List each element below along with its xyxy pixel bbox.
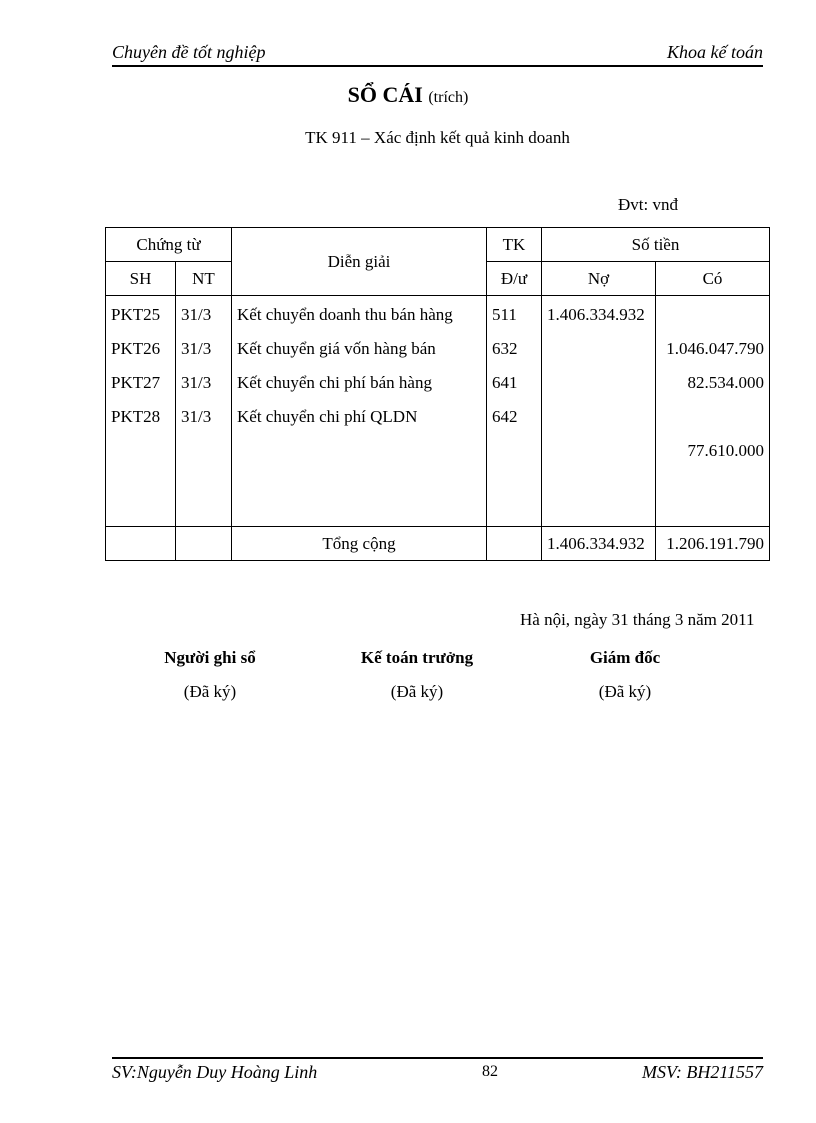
footer-rule <box>112 1057 763 1059</box>
signature-role: Giám đốc <box>589 648 661 667</box>
header-doi-ung: Đ/ư <box>487 262 542 296</box>
header-so-tien: Số tiền <box>542 228 770 262</box>
signature-recorder <box>110 648 310 702</box>
header-rule <box>112 65 763 67</box>
signature-role: Kế toán trưởng <box>360 648 474 667</box>
signature-director <box>525 648 725 702</box>
signature-status: (Đã ký) <box>183 682 237 701</box>
cell-no <box>542 434 656 468</box>
cell-co: 1.046.047.790 <box>656 332 770 366</box>
header-no: Nợ <box>542 262 656 296</box>
page-header <box>112 40 763 65</box>
header-co: Có <box>656 262 770 296</box>
cell-no <box>542 400 656 434</box>
table-row <box>106 434 770 468</box>
cell-tk: 511 <box>487 296 542 333</box>
cell-dien-giai: Kết chuyển giá vốn hàng bán <box>232 332 487 366</box>
header-right-text: Khoa kế toán <box>667 42 763 62</box>
cell-tk: 641 <box>487 366 542 400</box>
cell-sh: PKT28 <box>106 400 176 434</box>
header-dien-giai: Diễn giải <box>232 228 487 296</box>
footer-student-id: MSV: BH211557 <box>642 1062 763 1082</box>
signature-status: (Đã ký) <box>390 682 444 701</box>
footer-student: SV:Nguyễn Duy Hoàng Linh <box>112 1062 318 1082</box>
cell-co: 77.610.000 <box>656 434 770 468</box>
cell-sh: PKT25 <box>106 296 176 333</box>
page-title <box>0 82 816 108</box>
title-main: SỔ CÁI <box>347 82 423 107</box>
cell-no <box>542 366 656 400</box>
currency-unit: Đvt: vnđ <box>618 195 678 214</box>
cell-dien-giai <box>232 434 487 468</box>
cell-nt <box>176 434 232 468</box>
total-co: 1.206.191.790 <box>656 527 770 561</box>
cell-nt: 31/3 <box>176 332 232 366</box>
cell-nt: 31/3 <box>176 296 232 333</box>
cell-sh <box>106 434 176 468</box>
title-note: (trích) <box>428 89 469 106</box>
ledger-table <box>105 227 770 561</box>
page-subtitle: TK 911 – Xác định kết quả kinh doanh <box>305 128 570 147</box>
header-tk: TK <box>487 228 542 262</box>
table-row <box>106 296 770 333</box>
table-row <box>106 332 770 366</box>
cell-co: 82.534.000 <box>656 366 770 400</box>
date-line: Hà nội, ngày 31 tháng 3 năm 2011 <box>520 610 755 629</box>
table-row <box>106 400 770 434</box>
header-left-text: Chuyên đề tốt nghiệp <box>112 42 266 62</box>
total-no: 1.406.334.932 <box>542 527 656 561</box>
cell-nt: 31/3 <box>176 400 232 434</box>
cell-no: 1.406.334.932 <box>542 296 656 333</box>
cell-tk: 632 <box>487 332 542 366</box>
header-chung-tu: Chứng từ <box>106 228 232 262</box>
signature-role: Người ghi sổ <box>164 648 256 667</box>
cell-tk: 642 <box>487 400 542 434</box>
cell-no <box>542 332 656 366</box>
cell-dien-giai: Kết chuyển chi phí bán hàng <box>232 366 487 400</box>
header-sh: SH <box>106 262 176 296</box>
table-spacer-row <box>106 468 770 527</box>
cell-dien-giai: Kết chuyển chi phí QLDN <box>232 400 487 434</box>
cell-tk <box>487 434 542 468</box>
signature-chief-accountant <box>317 648 517 702</box>
total-row <box>106 527 770 561</box>
cell-co <box>656 400 770 434</box>
cell-co <box>656 296 770 333</box>
table-row <box>106 366 770 400</box>
cell-sh: PKT26 <box>106 332 176 366</box>
total-label: Tổng cộng <box>232 527 487 561</box>
header-nt: NT <box>176 262 232 296</box>
page-number: 82 <box>482 1063 498 1080</box>
cell-dien-giai: Kết chuyển doanh thu bán hàng <box>232 296 487 333</box>
cell-sh: PKT27 <box>106 366 176 400</box>
signature-status: (Đã ký) <box>598 682 652 701</box>
cell-nt: 31/3 <box>176 366 232 400</box>
